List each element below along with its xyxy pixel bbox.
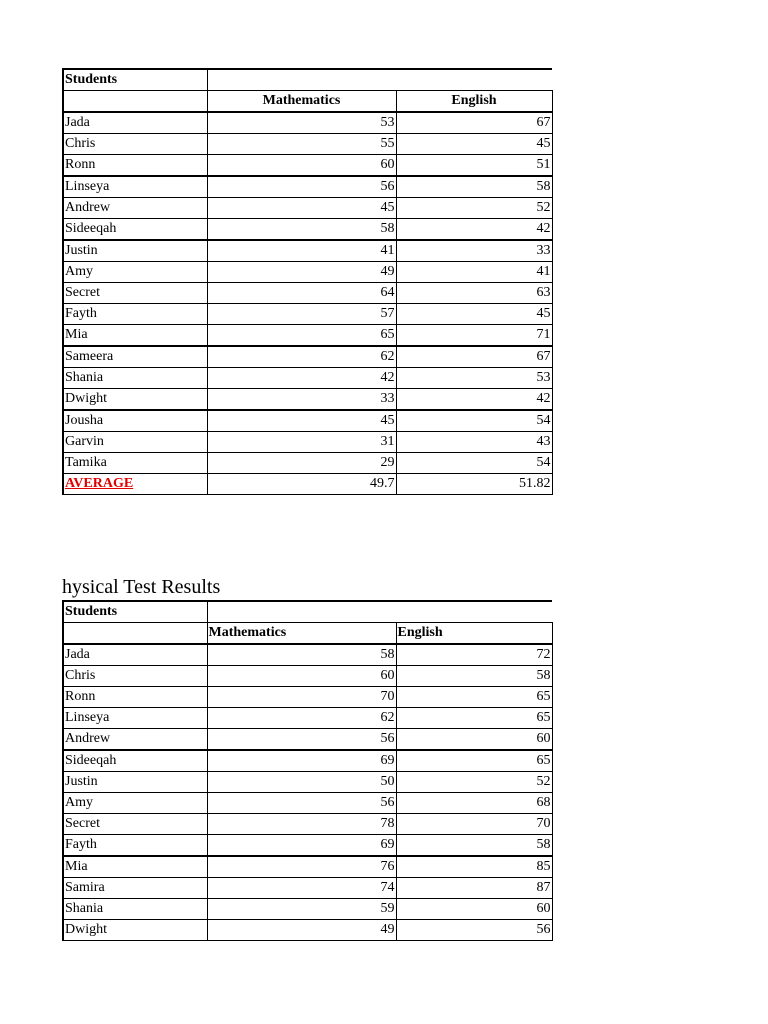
english-score: 51 (396, 155, 552, 177)
table-row (63, 262, 552, 283)
student-name: Tamika (63, 453, 207, 474)
mathematics-header: Mathematics (207, 91, 396, 113)
student-name: Andrew (63, 198, 207, 219)
student-name: Amy (63, 793, 207, 814)
table-row (63, 814, 552, 835)
math-score: 29 (207, 453, 396, 474)
math-score: 62 (207, 708, 396, 729)
english-score: 45 (396, 134, 552, 155)
english-score: 52 (396, 772, 552, 793)
average-label-cell (63, 474, 207, 495)
subject-header-row (63, 623, 552, 645)
math-score: 60 (207, 155, 396, 177)
average-label: AVERAGE (65, 476, 134, 491)
english-score: 87 (396, 878, 552, 899)
student-name: Dwight (63, 920, 207, 941)
student-name: Ronn (63, 687, 207, 708)
english-score: 41 (396, 262, 552, 283)
math-score: 69 (207, 750, 396, 772)
student-name: Linseya (63, 708, 207, 729)
student-name: Linseya (63, 176, 207, 198)
english-header: English (396, 91, 552, 113)
english-score: 53 (396, 368, 552, 389)
math-score: 70 (207, 687, 396, 708)
table-row (63, 708, 552, 729)
math-score: 65 (207, 325, 396, 347)
student-name: Amy (63, 262, 207, 283)
student-name: Sideeqah (63, 750, 207, 772)
table-row (63, 920, 552, 941)
math-score: 49 (207, 262, 396, 283)
math-score: 58 (207, 644, 396, 666)
english-score: 72 (396, 644, 552, 666)
math-score: 56 (207, 729, 396, 751)
english-score: 67 (396, 112, 552, 134)
table-row (63, 793, 552, 814)
table-row (63, 155, 552, 177)
english-score: 70 (396, 814, 552, 835)
table-row (63, 410, 552, 432)
student-name: Samira (63, 878, 207, 899)
student-name: Garvin (63, 432, 207, 453)
mathematics-header: Mathematics (207, 623, 396, 645)
math-score: 41 (207, 240, 396, 262)
student-name: Sameera (63, 346, 207, 368)
physical-test-results-title: hysical Test Results (62, 576, 221, 598)
table-row (63, 772, 552, 793)
math-score: 64 (207, 283, 396, 304)
students-header: Students (63, 69, 207, 91)
student-name: Secret (63, 283, 207, 304)
student-name: Chris (63, 666, 207, 687)
english-score: 45 (396, 304, 552, 325)
math-score: 33 (207, 389, 396, 411)
blank-header-cell (63, 91, 207, 113)
english-score: 60 (396, 899, 552, 920)
student-name: Jousha (63, 410, 207, 432)
math-score: 50 (207, 772, 396, 793)
math-score: 45 (207, 410, 396, 432)
math-score: 56 (207, 176, 396, 198)
english-header: English (396, 623, 552, 645)
english-score: 54 (396, 453, 552, 474)
table-row (63, 729, 552, 751)
english-score: 54 (396, 410, 552, 432)
english-score: 67 (396, 346, 552, 368)
table-row (63, 112, 552, 134)
table-row (63, 219, 552, 241)
table-row (63, 835, 552, 857)
student-name: Chris (63, 134, 207, 155)
table-row (63, 325, 552, 347)
student-name: Justin (63, 240, 207, 262)
table-row (63, 666, 552, 687)
table-row (63, 453, 552, 474)
student-name: Shania (63, 899, 207, 920)
table-row (63, 389, 552, 411)
table-row (63, 134, 552, 155)
english-score: 63 (396, 283, 552, 304)
english-score: 56 (396, 920, 552, 941)
english-average: 51.82 (396, 474, 552, 495)
student-name: Justin (63, 772, 207, 793)
header-row (63, 601, 552, 623)
english-score: 65 (396, 708, 552, 729)
average-row (63, 474, 552, 495)
english-score: 43 (396, 432, 552, 453)
math-score: 62 (207, 346, 396, 368)
table-row (63, 644, 552, 666)
math-score: 76 (207, 856, 396, 878)
english-score: 85 (396, 856, 552, 878)
english-score: 52 (396, 198, 552, 219)
student-name: Jada (63, 644, 207, 666)
table-row (63, 856, 552, 878)
english-score: 58 (396, 835, 552, 857)
table-row (63, 283, 552, 304)
student-name: Ronn (63, 155, 207, 177)
english-score: 68 (396, 793, 552, 814)
english-score: 42 (396, 219, 552, 241)
math-score: 31 (207, 432, 396, 453)
scores-table (62, 600, 553, 941)
student-name: Mia (63, 856, 207, 878)
math-score: 78 (207, 814, 396, 835)
student-name: Andrew (63, 729, 207, 751)
math-score: 53 (207, 112, 396, 134)
english-score: 60 (396, 729, 552, 751)
student-name: Jada (63, 112, 207, 134)
english-score: 65 (396, 750, 552, 772)
math-score: 55 (207, 134, 396, 155)
english-score: 58 (396, 666, 552, 687)
header-blank-cell (207, 69, 552, 91)
table-row (63, 240, 552, 262)
english-score: 71 (396, 325, 552, 347)
math-score: 60 (207, 666, 396, 687)
student-name: Fayth (63, 835, 207, 857)
results-table-2 (62, 600, 551, 941)
math-average: 49.7 (207, 474, 396, 495)
math-score: 49 (207, 920, 396, 941)
header-blank-cell (207, 601, 552, 623)
english-score: 33 (396, 240, 552, 262)
blank-header-cell (63, 623, 207, 645)
student-name: Secret (63, 814, 207, 835)
math-score: 59 (207, 899, 396, 920)
student-name: Mia (63, 325, 207, 347)
header-row (63, 69, 552, 91)
math-score: 56 (207, 793, 396, 814)
english-score: 65 (396, 687, 552, 708)
student-name: Shania (63, 368, 207, 389)
math-score: 45 (207, 198, 396, 219)
math-score: 57 (207, 304, 396, 325)
table-row (63, 687, 552, 708)
table-row (63, 304, 552, 325)
english-score: 42 (396, 389, 552, 411)
student-name: Fayth (63, 304, 207, 325)
math-score: 58 (207, 219, 396, 241)
subject-header-row (63, 91, 552, 113)
results-table-1 (62, 68, 551, 495)
english-score: 58 (396, 176, 552, 198)
table-row (63, 176, 552, 198)
table-row (63, 346, 552, 368)
table-row (63, 899, 552, 920)
table-row (63, 198, 552, 219)
table-row (63, 750, 552, 772)
student-name: Dwight (63, 389, 207, 411)
math-score: 69 (207, 835, 396, 857)
scores-table (62, 68, 553, 495)
math-score: 42 (207, 368, 396, 389)
math-score: 74 (207, 878, 396, 899)
table-row (63, 368, 552, 389)
table-row (63, 432, 552, 453)
student-name: Sideeqah (63, 219, 207, 241)
students-header: Students (63, 601, 207, 623)
table-row (63, 878, 552, 899)
